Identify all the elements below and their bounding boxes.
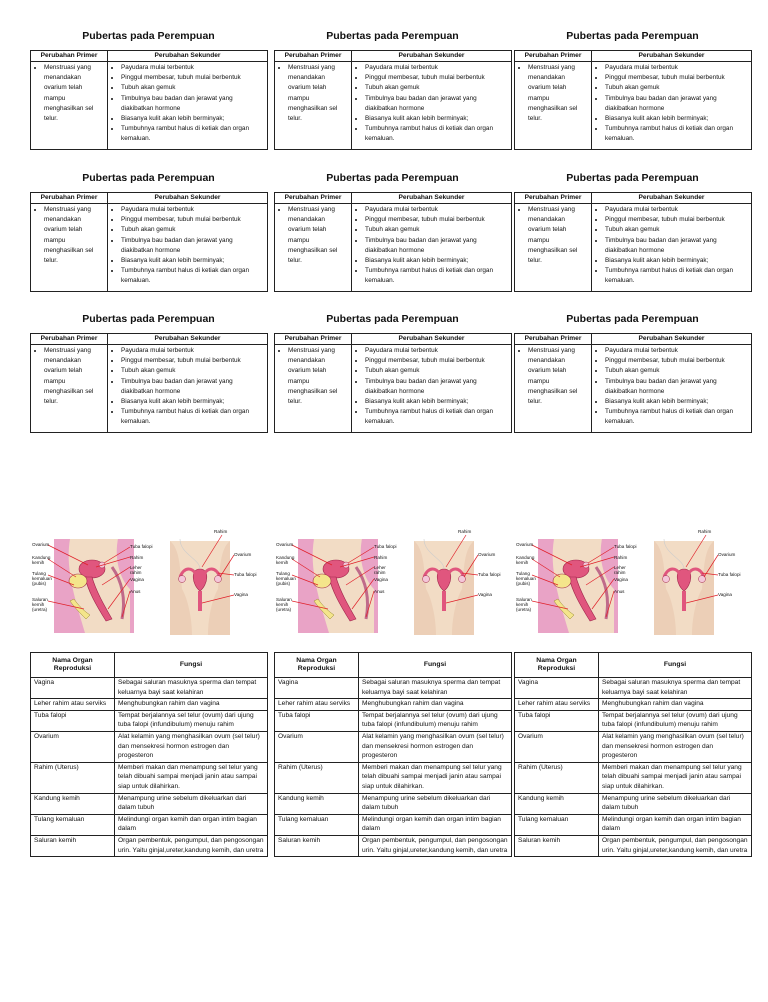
organ-name: Tuba falopi	[275, 710, 359, 731]
organ-function: Menghubungkan rahim dan vagina	[115, 699, 268, 711]
secondary-item: • Tubuh akan gemuk	[121, 366, 265, 376]
organ-name: Vagina	[515, 678, 599, 699]
organ-name: Vagina	[31, 678, 115, 699]
secondary-item: • Biasanya kulit akan lebih berminyak;	[605, 114, 749, 124]
reproductive-diagram	[514, 529, 750, 641]
primary-item: • Menstruasi yang menandakan ovarium telah mampu menghasilkan sel telur.	[288, 346, 349, 407]
organ-name: Saluran kemih	[275, 835, 359, 856]
organ-name: Vagina	[275, 678, 359, 699]
front-view-drawing	[654, 539, 714, 635]
header-primary: Perubahan Primer	[275, 51, 352, 62]
primary-item: • Menstruasi yang menandakan ovarium telah mampu menghasilkan sel telur.	[288, 63, 349, 124]
secondary-cell	[592, 62, 752, 150]
secondary-cell	[592, 345, 752, 433]
header-secondary: Perubahan Sekunder	[592, 193, 752, 204]
label-anus: Anus	[614, 589, 625, 594]
secondary-item: • Biasanya kulit akan lebih berminyak;	[365, 114, 509, 124]
secondary-item: • Biasanya kulit akan lebih berminyak;	[605, 256, 749, 266]
organ-function: Sebagai saluran masuknya sperma dan tempat keluarnya bayi saat kelahiran	[115, 678, 268, 699]
secondary-item: • Payudara mulai terbentuk	[365, 346, 509, 356]
secondary-item: • Timbulnya bau badan dan jerawat yang diakibatkan hormone	[605, 94, 749, 114]
primary-item: • Menstruasi yang menandakan ovarium telah mampu menghasilkan sel telur.	[288, 205, 349, 266]
secondary-item: • Tubuh akan gemuk	[121, 225, 265, 235]
header-function: Fungsi	[359, 653, 512, 678]
label-saluran-kemih: Saluran kemih (uretra)	[276, 597, 292, 612]
organ-function: Melindungi organ kemih dan organ intim bagian dalam	[359, 814, 512, 835]
secondary-item: • Timbulnya bau badan dan jerawat yang diakibatkan hormone	[121, 236, 265, 256]
secondary-item: • Tubuh akan gemuk	[365, 225, 509, 235]
table-row	[515, 814, 752, 835]
primary-item: • Menstruasi yang menandakan ovarium telah mampu menghasilkan sel telur.	[528, 346, 589, 407]
card-title: Pubertas pada Perempuan	[566, 313, 699, 325]
secondary-item: • Payudara mulai terbentuk	[605, 346, 749, 356]
label-tuba-falopi-front: Tuba falopi	[478, 572, 501, 577]
organ-name: Ovarium	[275, 731, 359, 762]
label-rahim: Rahim	[130, 555, 144, 560]
organ-function: Memberi makan dan menampung sel telur yang telah dibuahi sampai menjadi janin atau sampai siap untuk dilahirkan.	[599, 762, 752, 793]
organ-function: Organ pembentuk, pengumpul, dan pengosongan urin. Yaitu ginjal,ureter,kandung kemih, dan uretra	[115, 835, 268, 856]
label-tulang-kemaluan: Tulang kemaluan (pubis)	[32, 571, 52, 586]
organ-function: Melindungi organ kemih dan organ intim bagian dalam	[115, 814, 268, 835]
primary-item: • Menstruasi yang menandakan ovarium telah mampu menghasilkan sel telur.	[44, 346, 105, 407]
label-kandung-kemih: Kandung kemih	[516, 555, 535, 565]
secondary-item: • Tubuh akan gemuk	[605, 83, 749, 93]
puberty-card	[30, 29, 267, 150]
puberty-table	[30, 192, 268, 292]
secondary-item: • Payudara mulai terbentuk	[605, 205, 749, 215]
label-tuba-falopi: Tuba falopi	[130, 544, 153, 549]
secondary-item: • Pinggul membesar, tubuh mulai berbentuk	[365, 356, 509, 366]
header-primary: Perubahan Primer	[275, 334, 352, 345]
organ-function: Menghubungkan rahim dan vagina	[359, 699, 512, 711]
label-ovarium-front: Ovarium	[718, 552, 736, 557]
secondary-item: • Tumbuhnya rambut halus di ketiak dan organ kemaluan.	[121, 266, 265, 286]
secondary-item: • Tumbuhnya rambut halus di ketiak dan organ kemaluan.	[605, 124, 749, 144]
label-ovarium: Ovarium	[516, 542, 534, 547]
organ-name: Rahim (Uterus)	[275, 762, 359, 793]
secondary-item: • Tumbuhnya rambut halus di ketiak dan organ kemaluan.	[365, 407, 509, 427]
organ-function: Melindungi organ kemih dan organ intim bagian dalam	[599, 814, 752, 835]
header-secondary: Perubahan Sekunder	[108, 51, 268, 62]
header-organ: Nama Organ Reproduksi	[275, 653, 359, 678]
puberty-card	[30, 312, 267, 433]
secondary-item: • Timbulnya bau badan dan jerawat yang diakibatkan hormone	[365, 236, 509, 256]
label-saluran-kemih: Saluran kemih (uretra)	[32, 597, 48, 612]
header-secondary: Perubahan Sekunder	[108, 334, 268, 345]
organ-name: Leher rahim atau serviks	[515, 699, 599, 711]
primary-cell	[275, 345, 352, 433]
secondary-item: • Payudara mulai terbentuk	[365, 205, 509, 215]
table-row	[275, 793, 512, 814]
organ-function-table	[274, 652, 511, 857]
organ-function: Memberi makan dan menampung sel telur yang telah dibuahi sampai menjadi janin atau sampai siap untuk dilahirkan.	[115, 762, 268, 793]
primary-cell	[31, 62, 108, 150]
label-vagina: Vagina	[130, 577, 144, 582]
secondary-item: • Tumbuhnya rambut halus di ketiak dan organ kemaluan.	[121, 407, 265, 427]
table-row	[275, 835, 512, 856]
label-tulang-kemaluan: Tulang kemaluan (pubis)	[276, 571, 296, 586]
puberty-table	[30, 50, 268, 150]
table-row	[31, 814, 268, 835]
header-function: Fungsi	[599, 653, 752, 678]
table-row	[31, 699, 268, 711]
organ-function-table	[30, 652, 267, 857]
header-secondary: Perubahan Sekunder	[108, 193, 268, 204]
front-view-drawing	[170, 539, 230, 635]
label-vagina-front: Vagina	[718, 592, 732, 597]
secondary-item: • Tumbuhnya rambut halus di ketiak dan organ kemaluan.	[605, 266, 749, 286]
organ-name: Tulang kemaluan	[275, 814, 359, 835]
front-view-drawing	[414, 539, 474, 635]
organ-function: Sebagai saluran masuknya sperma dan tempat keluarnya bayi saat kelahiran	[599, 678, 752, 699]
label-rahim-front: Rahim	[698, 529, 712, 534]
secondary-item: • Biasanya kulit akan lebih berminyak;	[605, 397, 749, 407]
primary-item: • Menstruasi yang menandakan ovarium telah mampu menghasilkan sel telur.	[44, 63, 105, 124]
header-secondary: Perubahan Sekunder	[592, 334, 752, 345]
organ-function: Tempat berjalannya sel telur (ovum) dari ujung tuba falopi (infundibulum) menuju rahim	[115, 710, 268, 731]
secondary-item: • Pinggul membesar, tubuh mulai berbentuk	[121, 356, 265, 366]
puberty-table	[274, 50, 512, 150]
secondary-item: • Pinggul membesar, tubuh mulai berbentuk	[121, 73, 265, 83]
header-primary: Perubahan Primer	[31, 193, 108, 204]
header-organ: Nama Organ Reproduksi	[515, 653, 599, 678]
table-row	[275, 699, 512, 711]
primary-cell	[515, 204, 592, 292]
organ-name: Kandung kemih	[31, 793, 115, 814]
header-organ: Nama Organ Reproduksi	[31, 653, 115, 678]
header-secondary: Perubahan Sekunder	[592, 51, 752, 62]
reproductive-diagram	[30, 529, 266, 641]
table-row	[31, 678, 268, 699]
card-title: Pubertas pada Perempuan	[566, 30, 699, 42]
secondary-item: • Biasanya kulit akan lebih berminyak;	[121, 397, 265, 407]
organ-function: Alat kelamin yang menghasilkan ovum (sel telur) dan mensekresi hormon estrogen dan progesteron	[359, 731, 512, 762]
table-row	[515, 699, 752, 711]
puberty-table	[514, 333, 752, 433]
secondary-item: • Biasanya kulit akan lebih berminyak;	[121, 114, 265, 124]
secondary-item: • Timbulnya bau badan dan jerawat yang diakibatkan hormone	[365, 94, 509, 114]
secondary-item: • Pinggul membesar, tubuh mulai berbentuk	[605, 215, 749, 225]
table-row	[31, 793, 268, 814]
secondary-item: • Biasanya kulit akan lebih berminyak;	[121, 256, 265, 266]
table-row	[275, 762, 512, 793]
table-row	[515, 710, 752, 731]
header-secondary: Perubahan Sekunder	[352, 193, 512, 204]
secondary-cell	[352, 345, 512, 433]
table-row	[31, 710, 268, 731]
primary-cell	[275, 62, 352, 150]
table-row	[275, 710, 512, 731]
card-title: Pubertas pada Perempuan	[82, 30, 215, 42]
secondary-item: • Tumbuhnya rambut halus di ketiak dan organ kemaluan.	[121, 124, 265, 144]
secondary-cell	[352, 62, 512, 150]
label-ovarium: Ovarium	[32, 542, 50, 547]
label-rahim: Rahim	[374, 555, 388, 560]
table-row	[31, 762, 268, 793]
label-anus: Anus	[130, 589, 141, 594]
organ-name: Tulang kemaluan	[515, 814, 599, 835]
label-kandung-kemih: Kandung kemih	[32, 555, 51, 565]
primary-item: • Menstruasi yang menandakan ovarium telah mampu menghasilkan sel telur.	[44, 205, 105, 266]
puberty-table	[514, 192, 752, 292]
secondary-item: • Pinggul membesar, tubuh mulai berbentuk	[605, 73, 749, 83]
organ-name: Ovarium	[31, 731, 115, 762]
secondary-item: • Pinggul membesar, tubuh mulai berbentuk	[121, 215, 265, 225]
label-tuba-falopi: Tuba falopi	[614, 544, 637, 549]
secondary-cell	[108, 62, 268, 150]
secondary-item: • Payudara mulai terbentuk	[121, 346, 265, 356]
primary-cell	[275, 204, 352, 292]
puberty-card	[514, 171, 751, 292]
label-rahim-front: Rahim	[214, 529, 228, 534]
organ-name: Leher rahim atau serviks	[31, 699, 115, 711]
puberty-table	[274, 333, 512, 433]
puberty-card	[274, 312, 511, 433]
puberty-table	[514, 50, 752, 150]
puberty-card	[30, 171, 267, 292]
table-row	[31, 731, 268, 762]
secondary-item: • Timbulnya bau badan dan jerawat yang diakibatkan hormone	[365, 377, 509, 397]
primary-item: • Menstruasi yang menandakan ovarium telah mampu menghasilkan sel telur.	[528, 205, 589, 266]
header-primary: Perubahan Primer	[515, 334, 592, 345]
table-row	[31, 835, 268, 856]
organ-function: Menampung urine sebelum dikeluarkan dari dalam tubuh	[599, 793, 752, 814]
primary-cell	[515, 345, 592, 433]
primary-cell	[31, 345, 108, 433]
label-ovarium-front: Ovarium	[478, 552, 496, 557]
organ-name: Saluran kemih	[31, 835, 115, 856]
label-kandung-kemih: Kandung kemih	[276, 555, 295, 565]
secondary-cell	[352, 204, 512, 292]
organ-function: Memberi makan dan menampung sel telur yang telah dibuahi sampai menjadi janin atau sampai siap untuk dilahirkan.	[359, 762, 512, 793]
organ-function: Menghubungkan rahim dan vagina	[599, 699, 752, 711]
card-title: Pubertas pada Perempuan	[326, 172, 459, 184]
table-row	[275, 814, 512, 835]
header-primary: Perubahan Primer	[515, 51, 592, 62]
organ-name: Tulang kemaluan	[31, 814, 115, 835]
secondary-item: • Payudara mulai terbentuk	[365, 63, 509, 73]
secondary-cell	[592, 204, 752, 292]
organ-name: Tuba falopi	[515, 710, 599, 731]
side-view-drawing	[298, 539, 378, 633]
organ-name: Saluran kemih	[515, 835, 599, 856]
table-row	[275, 678, 512, 699]
organ-function-table	[514, 652, 751, 857]
label-rahim-front: Rahim	[458, 529, 472, 534]
label-leher-rahim: Leher rahim	[130, 565, 142, 575]
secondary-item: • Tubuh akan gemuk	[605, 225, 749, 235]
puberty-card	[514, 312, 751, 433]
organ-function: Organ pembentuk, pengumpul, dan pengosongan urin. Yaitu ginjal,ureter,kandung kemih, dan uretra	[359, 835, 512, 856]
header-secondary: Perubahan Sekunder	[352, 334, 512, 345]
secondary-item: • Biasanya kulit akan lebih berminyak;	[365, 256, 509, 266]
puberty-card	[274, 29, 511, 150]
organ-function: Tempat berjalannya sel telur (ovum) dari ujung tuba falopi (infundibulum) menuju rahim	[359, 710, 512, 731]
primary-cell	[515, 62, 592, 150]
label-ovarium: Ovarium	[276, 542, 294, 547]
secondary-item: • Pinggul membesar, tubuh mulai berbentuk	[365, 73, 509, 83]
secondary-item: • Tubuh akan gemuk	[365, 366, 509, 376]
puberty-card	[274, 171, 511, 292]
organ-name: Ovarium	[515, 731, 599, 762]
secondary-item: • Tubuh akan gemuk	[121, 83, 265, 93]
secondary-item: • Tumbuhnya rambut halus di ketiak dan organ kemaluan.	[365, 266, 509, 286]
header-secondary: Perubahan Sekunder	[352, 51, 512, 62]
organ-name: Tuba falopi	[31, 710, 115, 731]
primary-cell	[31, 204, 108, 292]
secondary-cell	[108, 204, 268, 292]
label-vagina: Vagina	[614, 577, 628, 582]
organ-function: Tempat berjalannya sel telur (ovum) dari ujung tuba falopi (infundibulum) menuju rahim	[599, 710, 752, 731]
card-title: Pubertas pada Perempuan	[326, 313, 459, 325]
table-row	[515, 678, 752, 699]
table-row	[275, 731, 512, 762]
label-leher-rahim: Leher rahim	[614, 565, 626, 575]
table-row	[515, 793, 752, 814]
secondary-item: • Payudara mulai terbentuk	[121, 205, 265, 215]
organ-function: Alat kelamin yang menghasilkan ovum (sel telur) dan mensekresi hormon estrogen dan progesteron	[115, 731, 268, 762]
side-view-drawing	[54, 539, 134, 633]
secondary-item: • Biasanya kulit akan lebih berminyak;	[365, 397, 509, 407]
side-view-drawing	[538, 539, 618, 633]
label-anus: Anus	[374, 589, 385, 594]
table-row	[515, 835, 752, 856]
label-vagina: Vagina	[374, 577, 388, 582]
secondary-item: • Pinggul membesar, tubuh mulai berbentuk	[605, 356, 749, 366]
puberty-card	[514, 29, 751, 150]
secondary-item: • Pinggul membesar, tubuh mulai berbentuk	[365, 215, 509, 225]
label-saluran-kemih: Saluran kemih (uretra)	[516, 597, 532, 612]
puberty-table	[30, 333, 268, 433]
primary-item: • Menstruasi yang menandakan ovarium telah mampu menghasilkan sel telur.	[528, 63, 589, 124]
organ-function: Sebagai saluran masuknya sperma dan tempat keluarnya bayi saat kelahiran	[359, 678, 512, 699]
secondary-item: • Payudara mulai terbentuk	[121, 63, 265, 73]
organ-name: Leher rahim atau serviks	[275, 699, 359, 711]
card-title: Pubertas pada Perempuan	[82, 313, 215, 325]
organ-function: Menampung urine sebelum dikeluarkan dari dalam tubuh	[359, 793, 512, 814]
label-tuba-falopi-front: Tuba falopi	[234, 572, 257, 577]
table-row	[515, 731, 752, 762]
organ-name: Kandung kemih	[275, 793, 359, 814]
organ-function: Organ pembentuk, pengumpul, dan pengosongan urin. Yaitu ginjal,ureter,kandung kemih, dan uretra	[599, 835, 752, 856]
label-rahim: Rahim	[614, 555, 628, 560]
organ-function: Menampung urine sebelum dikeluarkan dari dalam tubuh	[115, 793, 268, 814]
secondary-item: • Tumbuhnya rambut halus di ketiak dan organ kemaluan.	[365, 124, 509, 144]
secondary-cell	[108, 345, 268, 433]
table-row	[515, 762, 752, 793]
organ-name: Rahim (Uterus)	[31, 762, 115, 793]
secondary-item: • Tubuh akan gemuk	[605, 366, 749, 376]
label-vagina-front: Vagina	[234, 592, 248, 597]
header-primary: Perubahan Primer	[275, 193, 352, 204]
header-primary: Perubahan Primer	[31, 334, 108, 345]
organ-name: Kandung kemih	[515, 793, 599, 814]
secondary-item: • Timbulnya bau badan dan jerawat yang diakibatkan hormone	[121, 94, 265, 114]
header-function: Fungsi	[115, 653, 268, 678]
label-leher-rahim: Leher rahim	[374, 565, 386, 575]
card-title: Pubertas pada Perempuan	[326, 30, 459, 42]
header-primary: Perubahan Primer	[515, 193, 592, 204]
label-tulang-kemaluan: Tulang kemaluan (pubis)	[516, 571, 536, 586]
secondary-item: • Tubuh akan gemuk	[365, 83, 509, 93]
card-title: Pubertas pada Perempuan	[566, 172, 699, 184]
card-title: Pubertas pada Perempuan	[82, 172, 215, 184]
secondary-item: • Payudara mulai terbentuk	[605, 63, 749, 73]
secondary-item: • Timbulnya bau badan dan jerawat yang diakibatkan hormone	[121, 377, 265, 397]
label-ovarium-front: Ovarium	[234, 552, 252, 557]
secondary-item: • Timbulnya bau badan dan jerawat yang diakibatkan hormone	[605, 236, 749, 256]
secondary-item: • Timbulnya bau badan dan jerawat yang diakibatkan hormone	[605, 377, 749, 397]
label-tuba-falopi: Tuba falopi	[374, 544, 397, 549]
label-tuba-falopi-front: Tuba falopi	[718, 572, 741, 577]
reproductive-diagram	[274, 529, 510, 641]
organ-name: Rahim (Uterus)	[515, 762, 599, 793]
puberty-table	[274, 192, 512, 292]
label-vagina-front: Vagina	[478, 592, 492, 597]
organ-function: Alat kelamin yang menghasilkan ovum (sel telur) dan mensekresi hormon estrogen dan progesteron	[599, 731, 752, 762]
secondary-item: • Tumbuhnya rambut halus di ketiak dan organ kemaluan.	[605, 407, 749, 427]
header-primary: Perubahan Primer	[31, 51, 108, 62]
